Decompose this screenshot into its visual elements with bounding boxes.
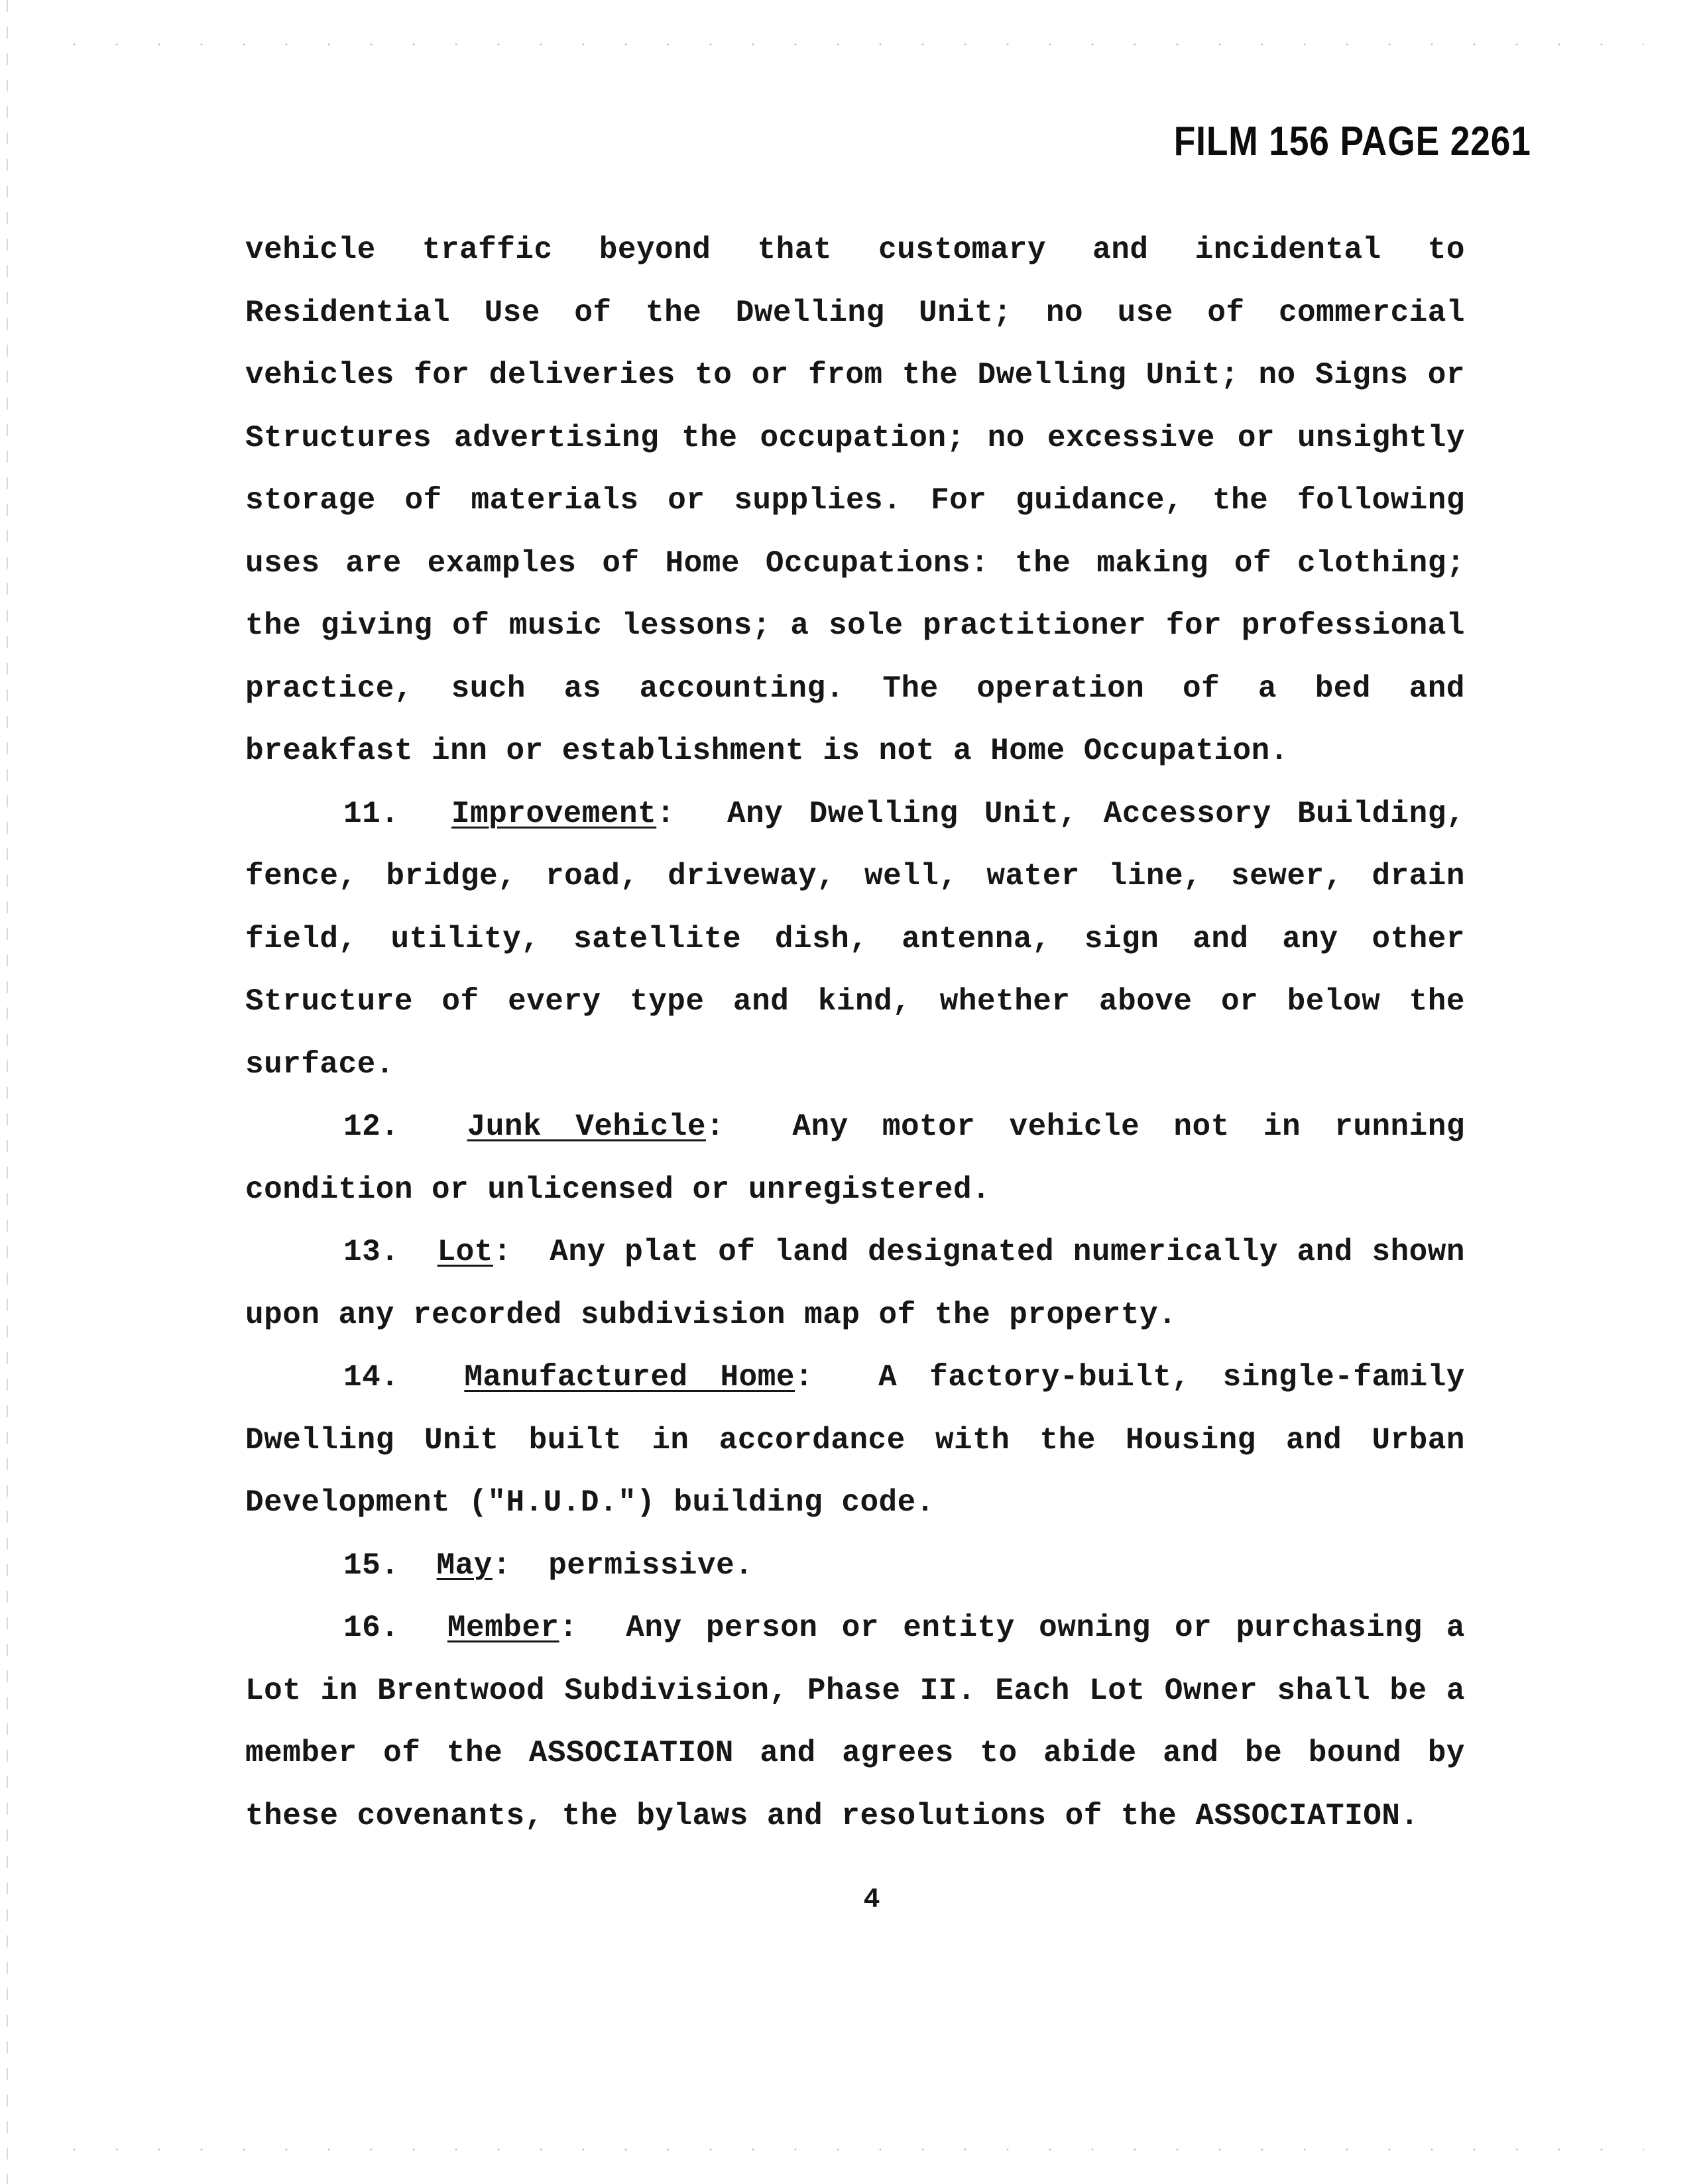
definition-member: 16. Member: Any person or entity owning or purchasing a Lot in Brentwood Subdivision, Phase II. Each Lot Owner shall be a member of the ASSOCIATION and agrees to abide and be bound by these covenants, the bylaws and resolutions of the ASSOCIATION.: [245, 1611, 1465, 1833]
definition-lot: 13. Lot: Any plat of land designated numerically and shown upon any recorded subdivision map of the property.: [245, 1235, 1465, 1332]
definition-improvement: 11. Improvement: Any Dwelling Unit, Accessory Building, fence, bridge, road, driveway, well, water line, sewer, drain field, utility, satellite dish, antenna, sign and any other Structure of every type and kind, whether above or below the surface.: [245, 796, 1465, 1082]
definition-number: 15.: [343, 1548, 400, 1583]
definition-term: Lot: [437, 1235, 493, 1269]
definition-text: Any person or entity owning or purchasing a Lot in Brentwood Subdivision, Phase II. Each Lot Owner shall be a member of the ASSOCIATION and agrees to abide and be bound by these covenants, the bylaws and resolutions of the ASSOCIATION.: [245, 1611, 1465, 1833]
definition-manufactured-home: 14. Manufactured Home: A factory-built, single-family Dwelling Unit built in accordance with the Housing and Urban Development ("H.U.D.") building code.: [245, 1360, 1465, 1520]
definition-number: 13.: [343, 1235, 400, 1269]
definition-term: Manufactured Home: [464, 1360, 795, 1395]
definition-text: Any motor vehicle not in running condition or unlicensed or unregistered.: [245, 1110, 1465, 1207]
definition-text: A factory-built, single-family Dwelling Unit built in accordance with the Housing and Urban Development ("H.U.D.") building code.: [245, 1360, 1465, 1520]
document-body: [245, 219, 1465, 1847]
scan-speckle-top: [53, 42, 1644, 46]
definition-number: 11.: [343, 796, 400, 831]
definition-term: Junk Vehicle: [467, 1110, 706, 1144]
definition-term: Member: [447, 1611, 559, 1645]
continuation-paragraph: vehicle traffic beyond that customary and incidental to Residential Use of the Dwelling Unit; no use of commercial vehicles for deliveries to or from the Dwelling Unit; no Signs or Structures advertising the occupation; no excessive or unsightly storage of materials or supplies. For guidance, the following uses are examples of Home Occupations: the making of clothing; the giving of music lessons; a sole practitioner for professional practice, such as accounting. The operation of a bed and breakfast inn or establishment is not a Home Occupation.: [245, 233, 1465, 768]
definition-may: 15. May: permissive.: [343, 1548, 754, 1583]
book-page-reference: FILM 156 PAGE 2261: [1173, 119, 1531, 164]
scan-speckle-bottom: [53, 2148, 1644, 2152]
definition-text: Any Dwelling Unit, Accessory Building, fence, bridge, road, driveway, well, water line, sewer, drain field, utility, satellite dish, antenna, sign and any other Structure of every type and kind, whether above or below the surface.: [245, 796, 1465, 1082]
definition-number: 14.: [343, 1360, 400, 1395]
definition-term: Improvement: [451, 796, 657, 831]
definition-term: May: [436, 1548, 493, 1583]
scan-edge-mark: [7, 0, 8, 2184]
definition-junk-vehicle: 12. Junk Vehicle: Any motor vehicle not in running condition or unlicensed or unregistered.: [245, 1110, 1465, 1207]
page-number: 4: [863, 1884, 880, 1916]
definition-number: 16.: [343, 1611, 400, 1645]
definition-number: 12.: [343, 1110, 400, 1144]
definition-text: Any plat of land designated numerically and shown upon any recorded subdivision map of the property.: [245, 1235, 1465, 1332]
definition-text: permissive.: [548, 1548, 754, 1583]
